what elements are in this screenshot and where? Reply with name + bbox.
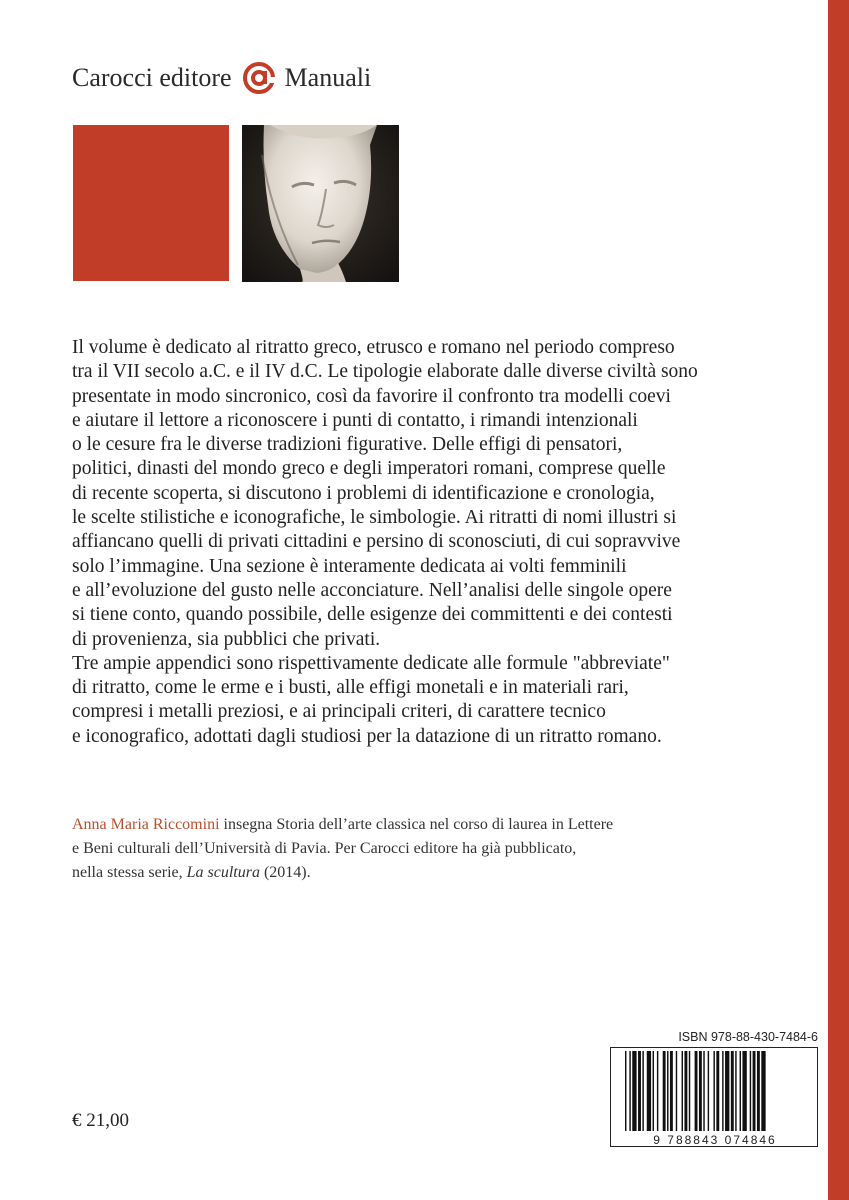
description-line: o le cesure fra le diverse tradizioni figurative. Delle effigi di pensatori, (72, 434, 623, 456)
barcode-bar (750, 1051, 751, 1131)
description-line: e aiutare il lettore a riconoscere i punti di contatto, i rimandi intenzionali (72, 409, 638, 431)
description-line: Il volume è dedicato al ritratto greco, etrusco e romano nel periodo compreso (72, 337, 675, 358)
barcode-bar (740, 1051, 741, 1131)
at-sign-logo-icon (243, 62, 275, 94)
barcode-bar (670, 1051, 673, 1131)
price-label: € 21,00 (72, 1110, 129, 1131)
barcode-bar (761, 1051, 765, 1131)
description-line: le scelte stilistiche e iconografiche, le simbologie. Ai ritratti di nomi illustri si (72, 507, 677, 529)
barcode-bar (725, 1051, 729, 1131)
barcode-bar (629, 1051, 630, 1131)
description-line: e iconografico, adottati dagli studiosi per la datazione di un ritratto romano. (72, 725, 662, 747)
barcode-bar (638, 1051, 641, 1131)
barcode-bar (663, 1051, 666, 1131)
description-line: di recente scoperta, si discutono i problemi di identificazione e cronologia, (72, 482, 655, 504)
book-title: La scultura (186, 864, 260, 881)
author-bio (72, 813, 613, 885)
barcode-bar (735, 1051, 736, 1131)
publisher-header (72, 62, 371, 94)
description-line: affiancano quelli di privati cittadini e persino di sconosciuti, di cui sopravvive (72, 531, 681, 553)
barcode-bar (757, 1051, 760, 1131)
barcode-bar (657, 1051, 658, 1131)
barcode-bar (722, 1051, 723, 1131)
description-line: di provenienza, sia pubblici che privati. (72, 628, 381, 650)
description-line: si tiene conto, quando possibile, delle esigenze dei committenti e dei contesti (72, 604, 673, 626)
bio-text: nella stessa serie, (72, 864, 187, 881)
barcode-bar (731, 1051, 734, 1131)
barcode-bar (682, 1051, 683, 1131)
barcode-bar (642, 1051, 643, 1131)
description-line: politici, dinasti del mondo greco e degli imperatori romani, comprese quelle (72, 458, 666, 480)
barcode-bar (647, 1051, 651, 1131)
barcode-bar (695, 1051, 698, 1131)
barcode-bar (716, 1051, 719, 1131)
description-line: Tre ampie appendici sono rispettivamente dedicate alle formule "abbreviate" (72, 652, 670, 674)
author-name: Anna Maria Riccomini (72, 816, 220, 833)
description-line: tra il VII secolo a.C. e il IV d.C. Le tipologie elaborate dalle diverse civiltà sono (72, 361, 698, 383)
barcode-bar (632, 1051, 636, 1131)
description-line: solo l’immagine. Una sezione è interamente dedicata ai volti femminili (72, 555, 627, 577)
barcode-bar (699, 1051, 702, 1131)
bio-line (72, 861, 613, 885)
bio-line (72, 813, 613, 837)
isbn-label: ISBN 978-88-430-7484-6 (678, 1030, 818, 1044)
barcode-bar (625, 1051, 626, 1131)
spine-edge (828, 0, 849, 1200)
barcode-bar (667, 1051, 668, 1131)
barcode-bar (742, 1051, 746, 1131)
barcode-bar (676, 1051, 677, 1131)
bio-line: e Beni culturali dell’Università di Pavia. Per Carocci editore ha già pubblicato, (72, 840, 577, 857)
barcode-bar (653, 1051, 654, 1131)
description-line: e all’evoluzione del gusto nelle acconciature. Nell’analisi delle singole opere (72, 579, 672, 601)
barcode-bar (713, 1051, 714, 1131)
description-line: presentate in modo sincronico, così da favorire il confronto tra modelli coevi (72, 385, 671, 407)
bio-text: (2014). (259, 864, 311, 881)
barcode-bar (684, 1051, 687, 1131)
barcode-bar (689, 1051, 690, 1131)
series-name: Manuali (284, 63, 372, 92)
book-description (72, 336, 802, 749)
barcode-bar (703, 1051, 704, 1131)
barcode-area (610, 1030, 818, 1147)
barcode-bar (708, 1051, 709, 1131)
description-line: di ritratto, come le erme e i busti, alle effigi monetali e in materiali rari, (72, 677, 629, 699)
barcode-bars (611, 1051, 817, 1131)
barcode-bar (753, 1051, 756, 1131)
publisher-name: Carocci editore (72, 63, 232, 92)
description-line: compresi i metalli preziosi, e ai principali criteri, di carattere tecnico (72, 701, 606, 723)
marble-portrait-head-photo (242, 125, 399, 282)
barcode-frame (610, 1047, 818, 1147)
barcode-digits: 9 788843 074846 (653, 1133, 777, 1147)
red-square (73, 125, 229, 281)
bio-text: insegna Storia dell’arte classica nel corso di laurea in Lettere (219, 816, 614, 833)
